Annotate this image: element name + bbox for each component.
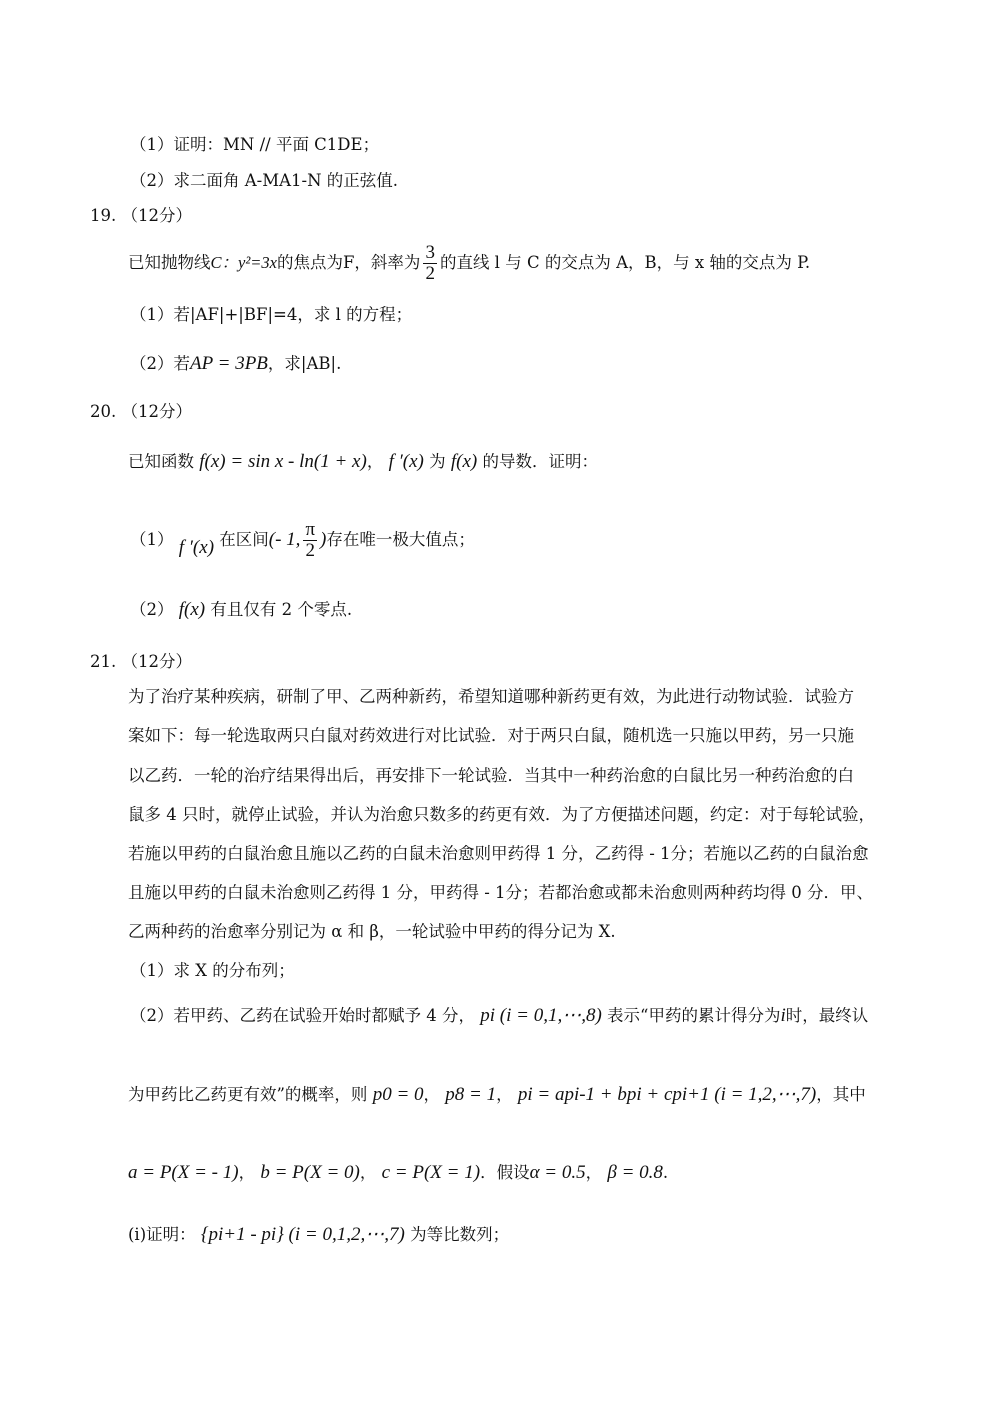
q20-score: （12分） [121, 402, 192, 421]
q20-header [90, 400, 192, 424]
q21-para-line: 以乙药．一轮的治疗结果得出后，再安排下一轮试验．当其中一种药治愈的白鼠比另一种药治愈的白 [128, 766, 854, 785]
q19-stem-b: 的焦点为F，斜率为 [276, 252, 421, 272]
q21-part2-p: pi (i = 0,1,⋯,8) [480, 1005, 602, 1026]
q19-slope-num: 3 [425, 242, 435, 263]
q20-part1-a: 在区间 [219, 529, 269, 549]
q21-sub-i-end: 为等比数列； [410, 1225, 510, 1244]
q21-line3-sep2: ， [359, 1163, 377, 1182]
q20-part2 [130, 598, 352, 622]
q21-part2-a: （2）若甲药、乙药在试验开始时都赋予 4 分， [130, 1006, 475, 1025]
q21-header [90, 650, 192, 674]
q19-header [90, 204, 192, 228]
q19-number: 19. [90, 206, 117, 225]
q21-part2-b: 表示“甲药的累计得分为 [607, 1006, 781, 1025]
q21-line2-sep1: ， [423, 1085, 441, 1104]
q20-stem-b: ， [366, 452, 384, 471]
q21-line3-sep1: ， [238, 1163, 256, 1182]
q19-stem [128, 243, 810, 284]
q20-part2-a: 有且仅有 2 个零点. [210, 600, 353, 619]
q21-para-line: 为了治疗某种疾病，研制了甲、乙两种新药，希望知道哪种新药更有效，为此进行动物试验．试验方 [128, 687, 854, 706]
q19-part1: （1）若|AF|+|BF|=4，求 l 的方程； [130, 305, 413, 324]
q19-score: （12分） [121, 206, 192, 225]
q20-stem [128, 450, 598, 474]
q21-para-line: 且施以甲药的白鼠未治愈则乙药得 1 分，甲药得 - 1分；若都治愈或都未治愈则两种药均得 0 分．甲、 [128, 883, 874, 902]
q20-part1-derivative: f ′(x) [178, 536, 215, 558]
q20-stem-c: 为 [429, 452, 446, 471]
q19-part2 [130, 352, 341, 376]
q19-curve: C：y²=3x [210, 252, 277, 272]
q21-line3 [128, 1161, 668, 1185]
q21-part2 [130, 1004, 868, 1028]
q21-p8: p8 = 1 [445, 1084, 497, 1105]
q20-number: 20. [90, 402, 117, 421]
q19-part2-b: ，求|AB|. [267, 354, 342, 373]
q21-line2-a: 为甲药比乙药更有效”的概率，则 [128, 1085, 368, 1104]
q21-recurrence: pi = api-1 + bpi + cpi+1 (i = 1,2,⋯,7) [517, 1084, 817, 1105]
q19-stem-c: 的直线 l 与 C 的交点为 A，B，与 x 轴的交点为 P. [439, 252, 811, 272]
q20-derivative: f ′(x) [388, 451, 424, 472]
q21-alpha: α = 0.5 [529, 1162, 586, 1183]
q21-para-line: 若施以甲药的白鼠治愈且施以乙药的白鼠未治愈则甲药得 1 分，乙药得 - 1分；若施以乙药的白鼠治愈 [128, 844, 869, 863]
q19-slope-fraction [423, 243, 437, 284]
q21-line3-sep3: ， [585, 1163, 603, 1182]
q18-part2: （2）求二面角 A-MA1-N 的正弦值. [130, 171, 399, 190]
q21-score: （12分） [121, 652, 192, 671]
q20-part1 [130, 520, 475, 561]
q20-pi: π [305, 519, 316, 540]
q21-para-line: 鼠多 4 只时，就停止试验，并认为治愈只数多的药更有效．为了方便描述问题，约定：对于每轮试验， [128, 805, 875, 824]
q18-part1: （1）证明：MN // 平面 C1DE； [130, 135, 380, 154]
q21-line3-end: . [662, 1163, 669, 1182]
q21-line2 [128, 1083, 866, 1107]
q21-sub-i-seq: {pi+1 - pi} (i = 0,1,2,⋯,7) [200, 1224, 405, 1245]
q19-stem-a: 已知抛物线 [128, 252, 211, 272]
q21-sub-i [128, 1223, 509, 1247]
q21-para-line: 乙两种药的治愈率分别记为 α 和 β，一轮试验中甲药的得分记为 X. [128, 922, 616, 941]
q20-stem-d: 的导数．证明： [482, 452, 598, 471]
q21-line2-b: ，其中 [816, 1085, 866, 1104]
q21-para-line: 案如下：每一轮选取两只白鼠对药效进行对比试验．对于两只白鼠，随机选一只施以甲药，另一只施 [128, 726, 854, 745]
q21-part2-i: i [780, 1005, 786, 1026]
q21-p0: p0 = 0 [372, 1084, 424, 1105]
q20-part2-label: （2） [130, 600, 174, 619]
q21-number: 21. [90, 652, 117, 671]
q21-line2-sep2: ， [496, 1085, 513, 1104]
q20-part1-b: 存在唯一极大值点； [326, 529, 475, 549]
q21-beta: β = 0.8 [607, 1162, 663, 1183]
q21-a-def: a = P(X = - 1) [128, 1162, 239, 1183]
q20-fx: f(x) [450, 451, 478, 472]
q21-sub-i-label: (i)证明： [128, 1225, 196, 1244]
q20-interval-right: ) [320, 528, 327, 550]
q21-b-def: b = P(X = 0) [260, 1162, 360, 1183]
q19-part2-a: （2）若 [130, 354, 190, 373]
q21-part2-c: 时，最终认 [785, 1006, 869, 1025]
q21-part1: （1）求 X 的分布列； [130, 961, 295, 980]
q20-pi-fraction [303, 520, 317, 561]
q20-function: f(x) = sin x - ln(1 + x) [199, 451, 367, 472]
q19-part2-eq: AP = 3PB [190, 353, 268, 374]
q20-stem-a: 已知函数 [128, 452, 194, 471]
q20-part1-label: （1） [130, 529, 174, 549]
q19-slope-den: 2 [425, 262, 435, 284]
q20-part2-fx: f(x) [178, 599, 206, 620]
q20-interval-left: (- 1, [268, 528, 301, 550]
q21-c-def: c = P(X = 1) [381, 1162, 481, 1183]
q20-two: 2 [305, 539, 315, 561]
q21-line3-d: ．假设 [480, 1163, 530, 1182]
